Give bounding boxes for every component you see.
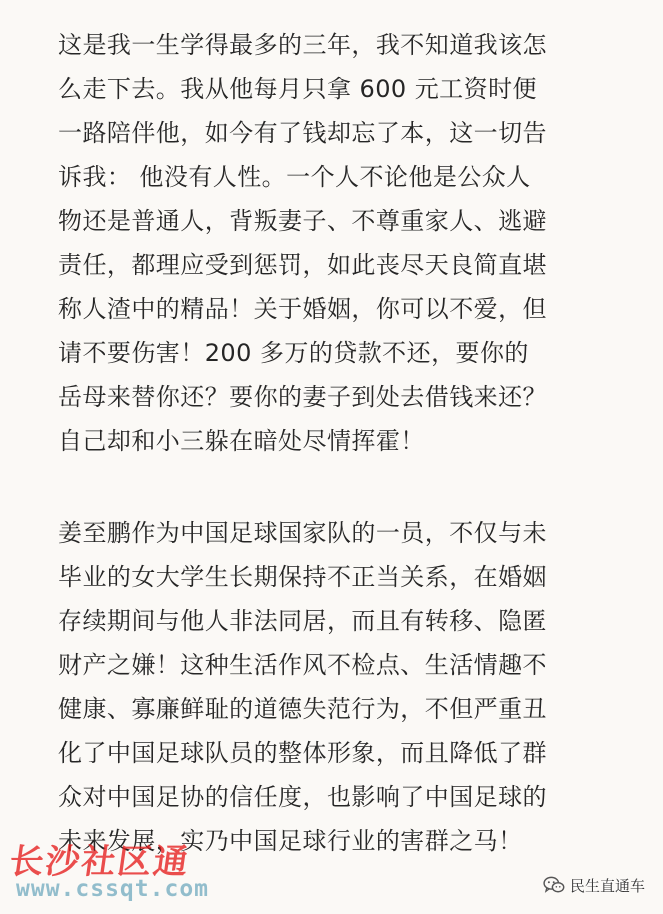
paragraph-line: 自己却和小三躲在暗处尽情挥霍！ [58, 427, 425, 455]
paragraph-line: 姜至鹏作为中国足球国家队的一员，不仅与未 [58, 519, 547, 547]
paragraph-line: 毕业的女大学生长期保持不正当关系，在婚姻 [58, 563, 547, 591]
site-watermark-url: www.cssqt.com [16, 876, 210, 902]
site-watermark-name: 长沙社区通 [6, 842, 193, 882]
account-watermark [543, 872, 645, 898]
account-watermark-name: 民生直通车 [569, 876, 645, 895]
paragraph-line: 化了中国足球队员的整体形象，而且降低了群 [58, 739, 547, 767]
paragraph-line: 请不要伤害！200 多万的贷款不还，要你的 [58, 339, 529, 367]
paragraph-line: 未来发展，实乃中国足球行业的害群之马！ [58, 827, 523, 855]
paragraph-line: 众对中国足协的信任度，也影响了中国足球的 [58, 783, 547, 811]
paragraph-line: 责任，都理应受到惩罚，如此丧尽天良简直堪 [58, 251, 547, 279]
paragraph-line: 财产之嫌！这种生活作风不检点、生活情趣不 [58, 651, 547, 679]
paragraph-line: 称人渣中的精品！关于婚姻，你可以不爱，但 [58, 295, 547, 323]
paragraph-line: 么走下去。我从他每月只拿 600 元工资时便 [58, 75, 537, 103]
paragraph-line: 健康、寡廉鲜耻的道德失范行为，不但严重丑 [58, 695, 547, 723]
paragraph-line: 诉我： 他没有人性。一个人不论他是公众人 [58, 163, 531, 191]
wechat-icon [543, 876, 565, 894]
paragraph-line: 这是我一生学得最多的三年，我不知道我该怎 [58, 31, 547, 59]
paragraph-line: 存续期间与他人非法同居，而且有转移、隐匿 [58, 607, 547, 635]
paragraph-line: 物还是普通人，背叛妻子、不尊重家人、逃避 [58, 207, 547, 235]
paragraph-line: 岳母来替你还？要你的妻子到处去借钱来还？ [58, 383, 547, 411]
paragraph-line: 一路陪伴他，如今有了钱却忘了本，这一切告 [58, 119, 547, 147]
